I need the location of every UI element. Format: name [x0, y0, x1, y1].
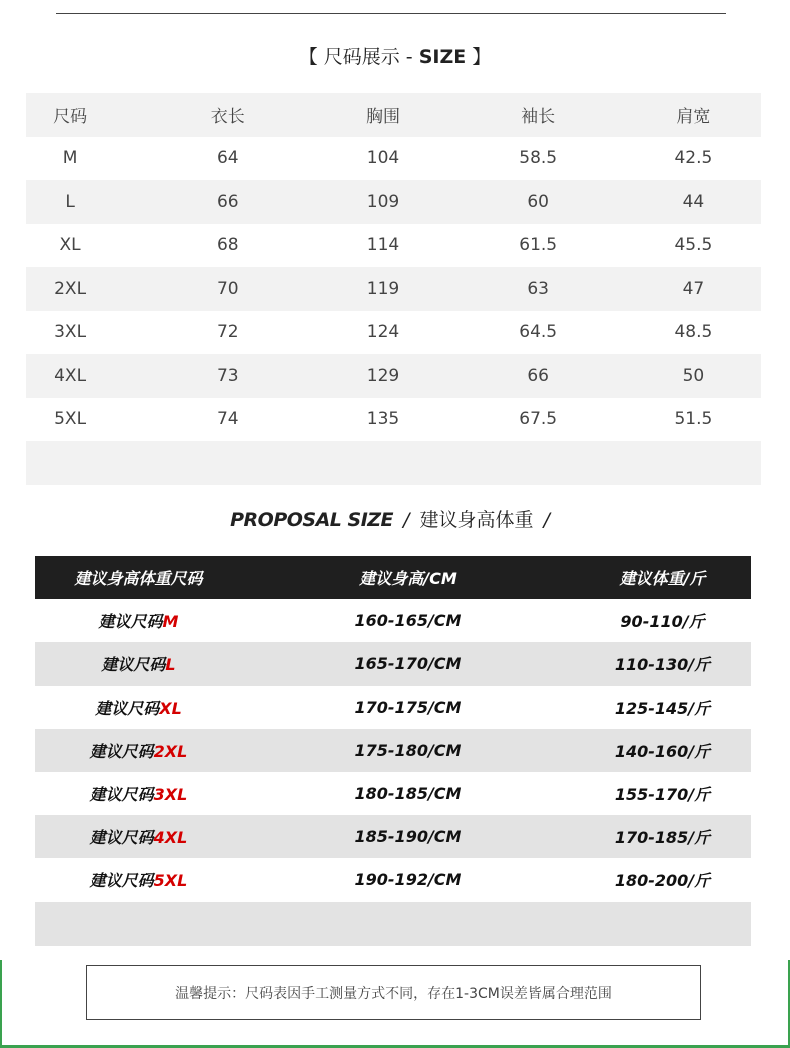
table-row [26, 354, 761, 398]
cell-recommended-size [35, 825, 242, 848]
cell-size: XL [59, 235, 81, 256]
header-size: 尺码 [53, 107, 88, 128]
table-row [35, 599, 751, 642]
size-code: XL [159, 698, 182, 718]
cell-height: 185-190/CM [354, 827, 462, 847]
cell-sleeve: 67.5 [519, 409, 558, 430]
cell-shoulder: 45.5 [674, 235, 713, 256]
table-row-empty [35, 902, 751, 946]
table-row [35, 772, 751, 815]
table-row [35, 858, 751, 901]
cell-shoulder: 47 [682, 278, 705, 299]
header-shoulder: 肩宽 [676, 107, 711, 128]
cell-length: 66 [216, 191, 239, 212]
cell-chest: 135 [366, 409, 400, 430]
cell-shoulder: 48.5 [674, 322, 713, 343]
table-row [26, 311, 761, 355]
size-prefix: 建议尺码 [101, 655, 166, 675]
cell-shoulder: 44 [682, 191, 705, 212]
proposal-section-title [0, 505, 790, 532]
cell-height: 165-170/CM [354, 654, 462, 674]
table-row [26, 180, 761, 224]
table-row [26, 224, 761, 268]
cell-weight: 180-200/斤 [614, 871, 711, 891]
cell-height: 175-180/CM [354, 740, 462, 760]
cell-height: 170-175/CM [354, 697, 462, 717]
cell-sleeve: 58.5 [519, 148, 558, 169]
cell-length: 73 [216, 365, 239, 386]
cell-weight: 140-160/斤 [614, 741, 711, 761]
recommendation-table [35, 556, 751, 946]
cell-weight: 110-130/斤 [614, 655, 711, 675]
cell-recommended-size [35, 696, 242, 719]
cell-size: L [65, 191, 75, 212]
cell-weight: 90-110/斤 [620, 612, 705, 632]
size-prefix: 建议尺码 [89, 785, 154, 805]
cell-height: 190-192/CM [354, 870, 462, 890]
measurement-note [86, 965, 701, 1020]
size-code: L [165, 655, 176, 675]
cell-sleeve: 61.5 [519, 235, 558, 256]
cell-weight: 170-185/斤 [614, 828, 711, 848]
cell-recommended-size [35, 868, 242, 891]
size-table-header [26, 93, 761, 137]
left-green-edge [0, 960, 2, 1045]
cell-size: M [62, 148, 78, 169]
table-row [26, 267, 761, 311]
cell-shoulder: 42.5 [674, 148, 713, 169]
cell-chest: 129 [366, 365, 400, 386]
proposal-title-en: PROPOSAL SIZE [230, 509, 394, 531]
cell-chest: 124 [366, 322, 400, 343]
size-title-end: 】 [466, 46, 492, 68]
cell-height: 160-165/CM [354, 611, 462, 631]
size-prefix: 建议尺码 [89, 741, 154, 761]
header-recommended-weight: 建议体重/斤 [619, 569, 706, 589]
cell-length: 70 [216, 278, 239, 299]
size-prefix: 建议尺码 [89, 828, 154, 848]
cell-chest: 109 [366, 191, 400, 212]
cell-length: 74 [216, 409, 239, 430]
size-prefix: 建议尺码 [98, 612, 163, 632]
cell-recommended-size [35, 652, 242, 675]
cell-length: 72 [216, 322, 239, 343]
header-recommended-size: 建议身高体重尺码 [74, 569, 203, 589]
cell-size: 2XL [54, 278, 87, 299]
title-slash: / [403, 509, 410, 531]
size-code: 5XL [153, 871, 188, 891]
cell-length: 64 [216, 148, 239, 169]
table-row [35, 642, 751, 685]
cell-recommended-size [35, 609, 242, 632]
cell-shoulder: 51.5 [674, 409, 713, 430]
table-row [35, 729, 751, 772]
cell-size: 5XL [54, 409, 87, 430]
size-code: M [162, 612, 179, 632]
size-title-en: SIZE [418, 46, 467, 68]
size-table [26, 93, 761, 485]
cell-chest: 114 [366, 235, 400, 256]
recommendation-table-header [35, 556, 751, 599]
header-chest: 胸围 [365, 107, 400, 128]
cell-chest: 119 [366, 278, 400, 299]
cell-recommended-size [35, 782, 242, 805]
cell-sleeve: 64.5 [519, 322, 558, 343]
table-row [35, 815, 751, 858]
size-prefix: 建议尺码 [95, 698, 160, 718]
table-row-empty [26, 441, 761, 485]
cell-sleeve: 66 [527, 365, 549, 386]
cell-size: 4XL [54, 365, 87, 386]
cell-recommended-size [35, 739, 242, 762]
cell-sleeve: 60 [527, 191, 549, 212]
size-code: 4XL [153, 828, 188, 848]
note-text: 温馨提示：尺码表因手工测量方式不同，存在1-3CM误差皆属合理范围 [175, 985, 612, 1002]
cell-sleeve: 63 [527, 278, 549, 299]
size-prefix: 建议尺码 [89, 871, 154, 891]
title-slash: / [543, 509, 550, 531]
cell-weight: 125-145/斤 [614, 698, 711, 718]
table-row [35, 686, 751, 729]
size-code: 3XL [153, 785, 188, 805]
top-divider [56, 13, 726, 14]
proposal-title-zh: 建议身高体重 [419, 509, 534, 531]
cell-weight: 155-170/斤 [614, 785, 711, 805]
header-sleeve: 袖长 [521, 107, 556, 128]
header-length: 衣长 [210, 107, 245, 128]
cell-shoulder: 50 [682, 365, 705, 386]
cell-chest: 104 [366, 148, 400, 169]
cell-length: 68 [216, 235, 239, 256]
table-row [26, 398, 761, 442]
table-row [26, 137, 761, 181]
size-title-zh: 【 尺码展示 - [298, 46, 419, 68]
cell-size: 3XL [54, 322, 87, 343]
cell-height: 180-185/CM [354, 784, 462, 804]
size-section-title [0, 42, 790, 69]
header-recommended-height: 建议身高/CM [359, 569, 457, 589]
size-code: 2XL [153, 741, 188, 761]
